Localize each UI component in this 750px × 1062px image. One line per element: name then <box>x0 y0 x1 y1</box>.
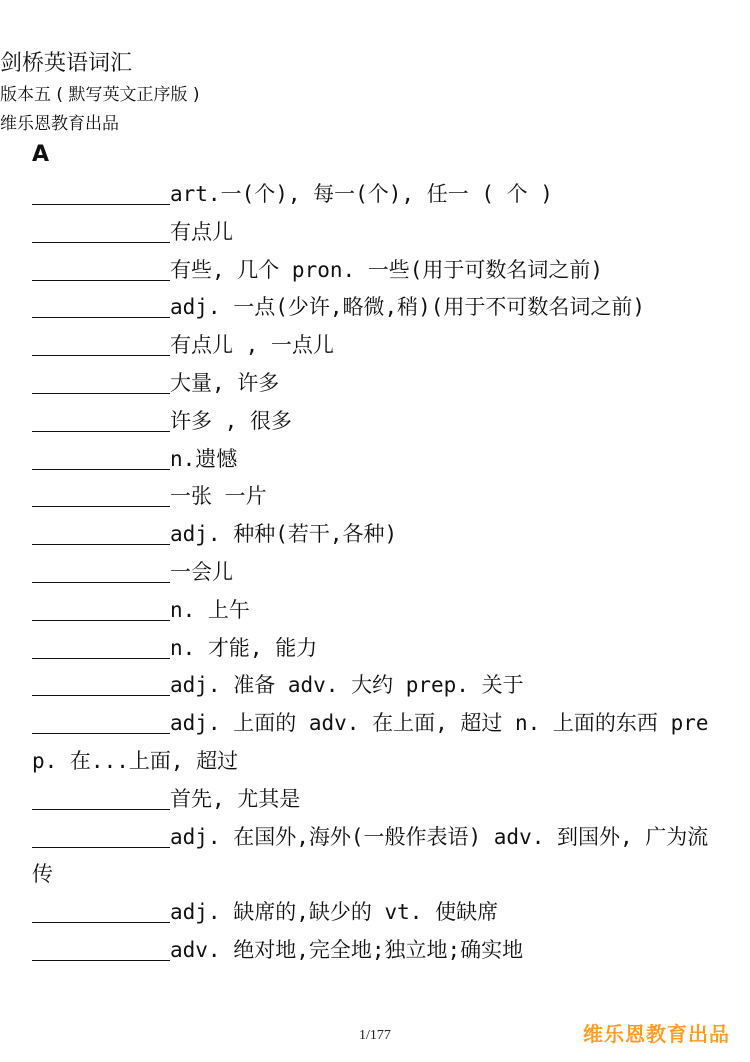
entry-definition: adj. 在国外,海外(一般作表语) adv. 到国外, 广为流传 <box>32 824 709 887</box>
vocab-entry <box>32 932 722 970</box>
answer-blank <box>32 783 170 810</box>
vocab-entry <box>32 894 722 932</box>
answer-blank <box>32 178 170 205</box>
entry-definition: 大量, 许多 <box>170 370 280 395</box>
entry-definition: n. 上午 <box>170 597 250 622</box>
section-heading: A <box>32 142 50 167</box>
vocab-entry <box>32 478 722 516</box>
entry-definition: adj. 准备 adv. 大约 prep. 关于 <box>170 673 524 698</box>
answer-blank <box>32 707 170 734</box>
document-publisher: 维乐恩教育出品 <box>0 114 119 134</box>
vocab-entry <box>32 630 722 668</box>
vocab-entry <box>32 327 722 365</box>
vocab-entry <box>32 176 722 214</box>
vocab-entry <box>32 592 722 630</box>
vocab-entry <box>32 705 722 781</box>
publisher-watermark: 维乐恩教育出品 <box>583 1022 730 1046</box>
entry-definition: 有些, 几个 pron. 一些(用于可数名词之前) <box>170 257 604 282</box>
answer-blank <box>32 821 170 848</box>
vocab-entry <box>32 667 722 705</box>
entry-definition: 一会儿 <box>170 559 233 584</box>
answer-blank <box>32 367 170 394</box>
answer-blank <box>32 329 170 356</box>
answer-blank <box>32 254 170 281</box>
entry-definition: adj. 一点(少许,略微,稍)(用于不可数名词之前) <box>170 295 646 320</box>
vocab-entry <box>32 441 722 479</box>
vocab-entry <box>32 252 722 290</box>
entry-definition: 首先, 尤其是 <box>170 786 301 811</box>
vocab-entry <box>32 403 722 441</box>
vocab-entry <box>32 516 722 554</box>
entry-definition: adj. 缺席的,缺少的 vt. 使缺席 <box>170 900 499 925</box>
entry-definition: art.一(个), 每一(个), 任一 ( 个 ) <box>170 182 553 206</box>
page-number: 1/177 <box>359 1028 391 1043</box>
answer-blank <box>32 594 170 621</box>
vocab-entry <box>32 289 722 327</box>
entry-definition: n. 才能, 能力 <box>170 635 318 660</box>
answer-blank <box>32 896 170 923</box>
document-title: 剑桥英语词汇 <box>0 51 133 76</box>
entry-definition: adj. 种种(若干,各种) <box>170 522 398 547</box>
answer-blank <box>32 216 170 243</box>
answer-blank <box>32 934 170 961</box>
entry-definition: n.遗憾 <box>170 446 238 471</box>
answer-blank <box>32 518 170 545</box>
vocabulary-list <box>32 176 722 970</box>
entry-definition: adv. 绝对地,完全地;独立地;确实地 <box>170 937 524 962</box>
vocab-entry <box>32 365 722 403</box>
answer-blank <box>32 443 170 470</box>
answer-blank <box>32 632 170 659</box>
answer-blank <box>32 556 170 583</box>
answer-blank <box>32 480 170 507</box>
vocab-entry <box>32 214 722 252</box>
entry-definition: 一张 一片 <box>170 484 267 509</box>
document-subtitle: 版本五 ( 默写英文正序版 ) <box>0 85 200 105</box>
answer-blank <box>32 291 170 318</box>
entry-definition: 有点儿 , 一点儿 <box>170 333 334 358</box>
answer-blank <box>32 405 170 432</box>
entry-definition: 许多 , 很多 <box>170 408 292 433</box>
vocab-entry <box>32 781 722 819</box>
entry-definition: adj. 上面的 adv. 在上面, 超过 n. 上面的东西 prep. 在...上面, 超过 <box>32 711 709 773</box>
entry-definition: 有点儿 <box>170 219 233 244</box>
vocab-entry <box>32 554 722 592</box>
answer-blank <box>32 669 170 696</box>
vocab-entry <box>32 819 722 895</box>
